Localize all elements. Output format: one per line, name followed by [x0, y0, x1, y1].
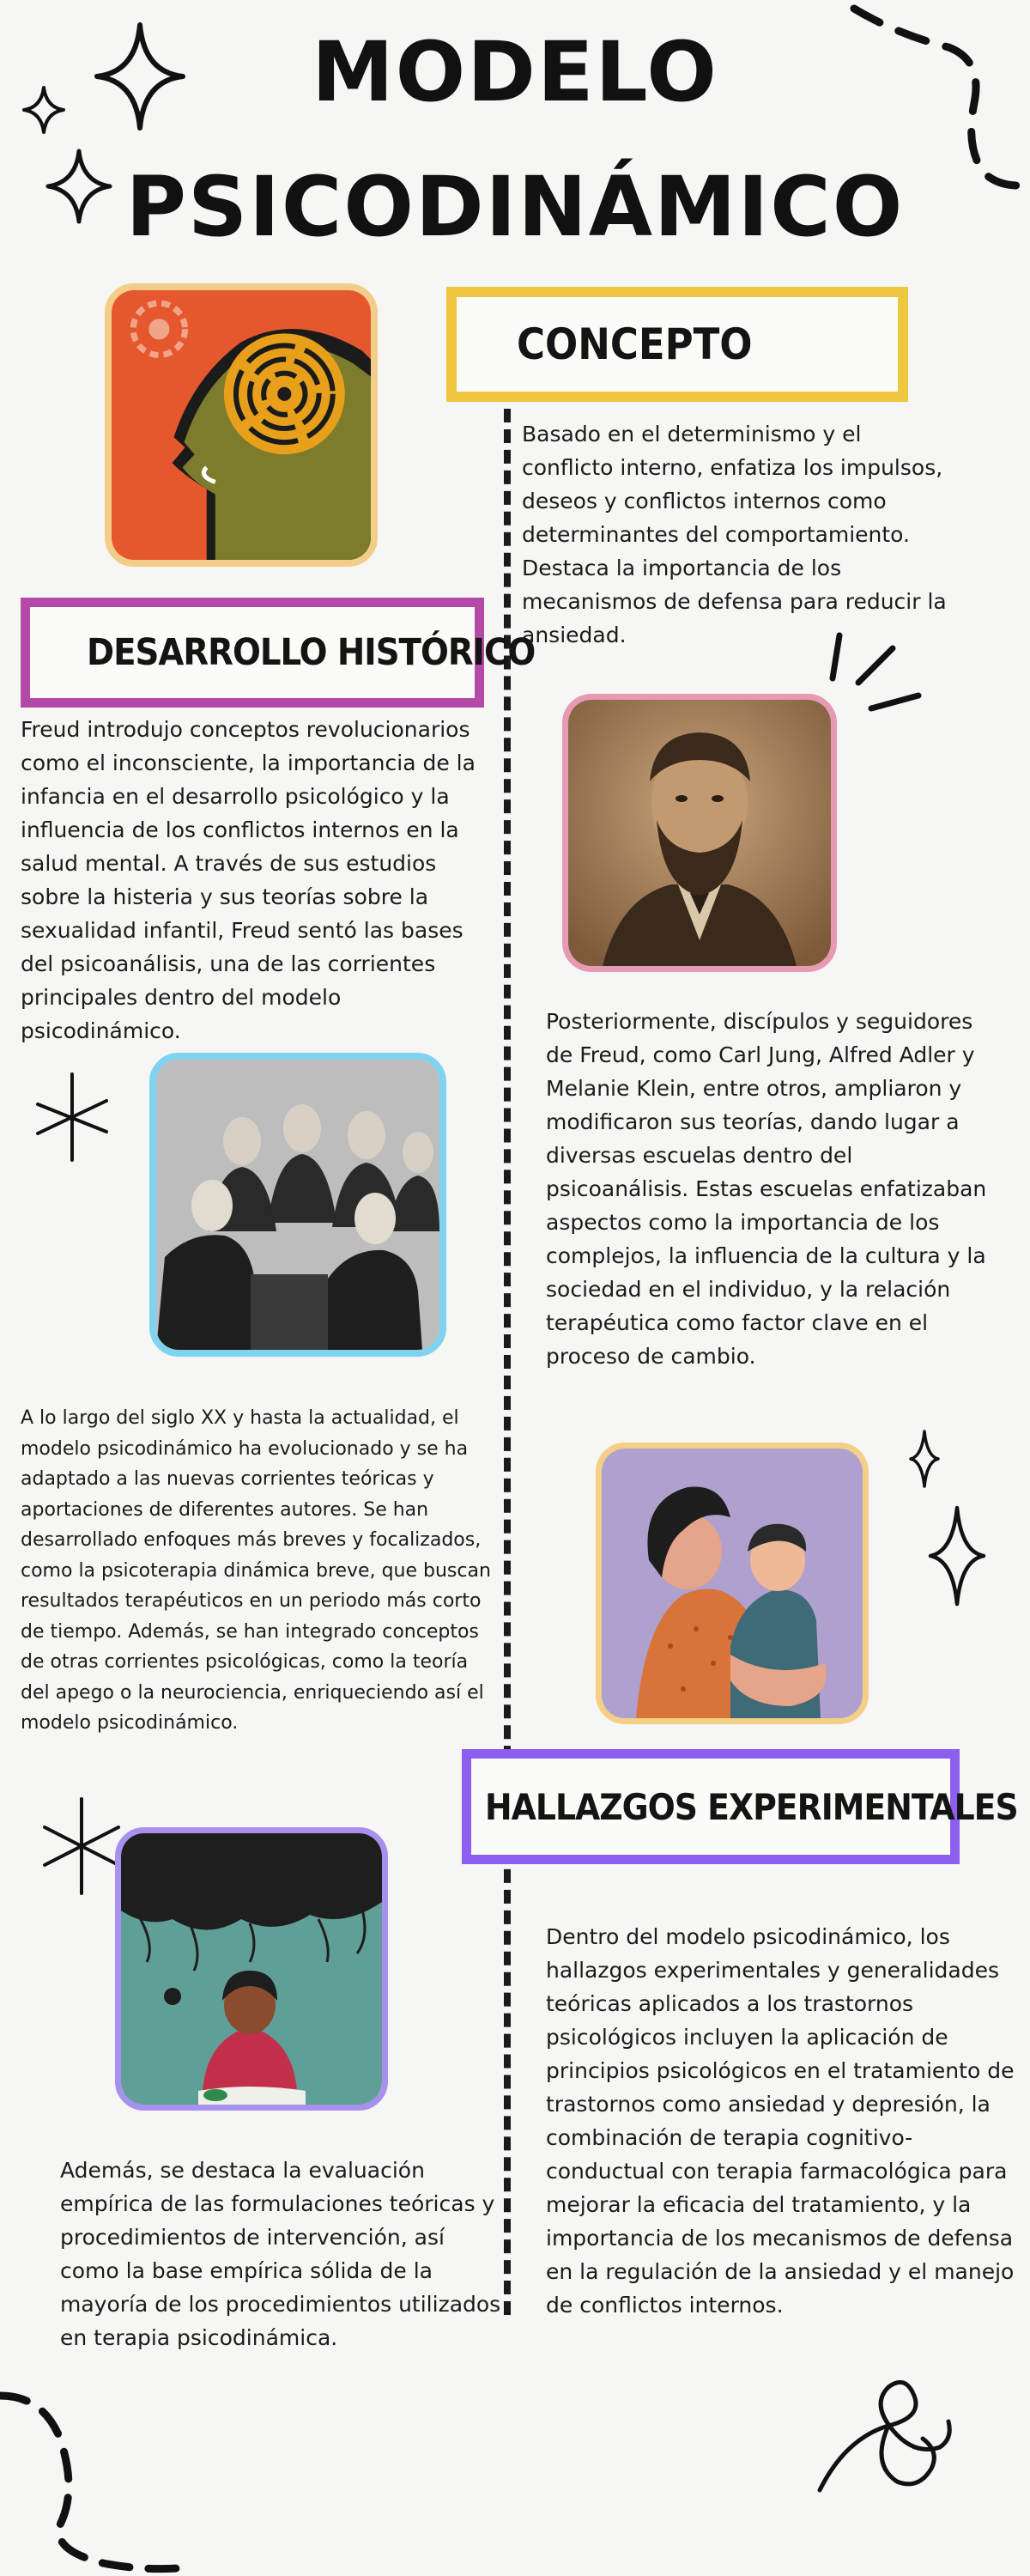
timeline-divider [504, 409, 511, 2315]
mother-child-image [596, 1443, 869, 1724]
hallazgos-heading-box [462, 1749, 1018, 1864]
dashed-curve-bottom-icon [0, 2387, 197, 2576]
page-title-line-2: PSICODINÁMICO [125, 159, 905, 255]
sparkle-medium-icon [45, 148, 113, 225]
sparkle-right-icon [927, 1504, 987, 1607]
sparkle-small-icon [21, 84, 67, 136]
desarrollo-text-1: Freud introdujo conceptos revolucionarios como el inconsciente, la importancia de la infancia en el desarrollo psicológico y la influencia de los conflictos internos en la salud mental. A través de sus estudios sobre la histeria y sus teorías sobre la sexualidad infantil, Freud sentó las bases del psicoanálisis, una de las corrientes principales dentro del modelo psicodinámico. [21, 717, 476, 1043]
loop-scribble-icon [811, 2344, 957, 2499]
freud-portrait-image [562, 694, 837, 972]
desarrollo-heading-box [21, 598, 536, 708]
burst-lines-icon [824, 627, 927, 721]
sparkle-small-right-icon [908, 1429, 941, 1489]
desarrollo-text-3: A lo largo del siglo XX y hasta la actualidad, el modelo psicodinámico ha evolucionado y se ha adaptado a las nuevas corrientes teóricas y aportaciones de diferentes autores. Se han desarrollado enfoques más breves y focalizados, como la psicoterapia dinámica breve, que buscan resultados terapéuticos en un periodo más corto de tiempo. Además, se han integrado conceptos de otras corrientes psicológicas, como la teoría del apego o la neurociencia, enriqueciendo así el modelo psicodinámico. [21, 1407, 491, 1734]
sparkle-large-icon [93, 21, 187, 132]
asterisk-icon [29, 1070, 115, 1164]
desarrollo-text-2: Posteriormente, discípulos y seguidores de Freud, como Carl Jung, Alfred Adler y Melanie Klein, entre otros, ampliaron y modificaron sus teorías, dando lugar a diversas escuelas dentro del psicoanálisis. Estas escuelas enfatizaban aspectos como la importancia de los complejos, la influencia de la cultura y la sociedad en el individuo, y la relación terapéutica como factor clave en el proceso de cambio. [546, 1009, 987, 1369]
concepto-text: Basado en el determinismo y el conflicto interno, enfatiza los impulsos, deseos y conflictos internos como determinantes del comportamiento. Destaca la importancia de los mecanismos de defensa para reducir la ansiedad. [522, 422, 947, 647]
dashed-curve-icon [845, 0, 1030, 197]
concepto-heading: CONCEPTO [517, 319, 753, 369]
concepto-heading-box [446, 287, 908, 402]
page-title-line-1: MODELO [312, 24, 718, 120]
brain-maze-image [105, 283, 378, 567]
psychoanalysts-group-image [149, 1053, 446, 1357]
desarrollo-text-4: Además, se destaca la evaluación empírica de las formulaciones teóricas y procedimientos de intervención, así como la base empírica sólida de la mayoría de los procedimientos utilizados en terapia psicodinámica. [60, 2158, 501, 2350]
desarrollo-heading: DESARROLLO HISTÓRICO [87, 631, 536, 674]
hallazgos-heading: HALLAZGOS EXPERIMENTALES [485, 1785, 1018, 1828]
anxious-child-image [115, 1827, 388, 2111]
hallazgos-text: Dentro del modelo psicodinámico, los hallazgos experimentales y generalidades teóricas aplicados a los trastornos psicológicos incluyen la aplicación de principios psicológicos en el tratamiento de trastornos como ansiedad y depresión, la combinación de terapia cognitivo-conductual con terapia farmacológica para mejorar la eficacia del tratamiento, y la importancia de los mecanismos de defensa en la regulación de la ansiedad y el manejo de conflictos internos. [546, 1924, 1015, 2318]
